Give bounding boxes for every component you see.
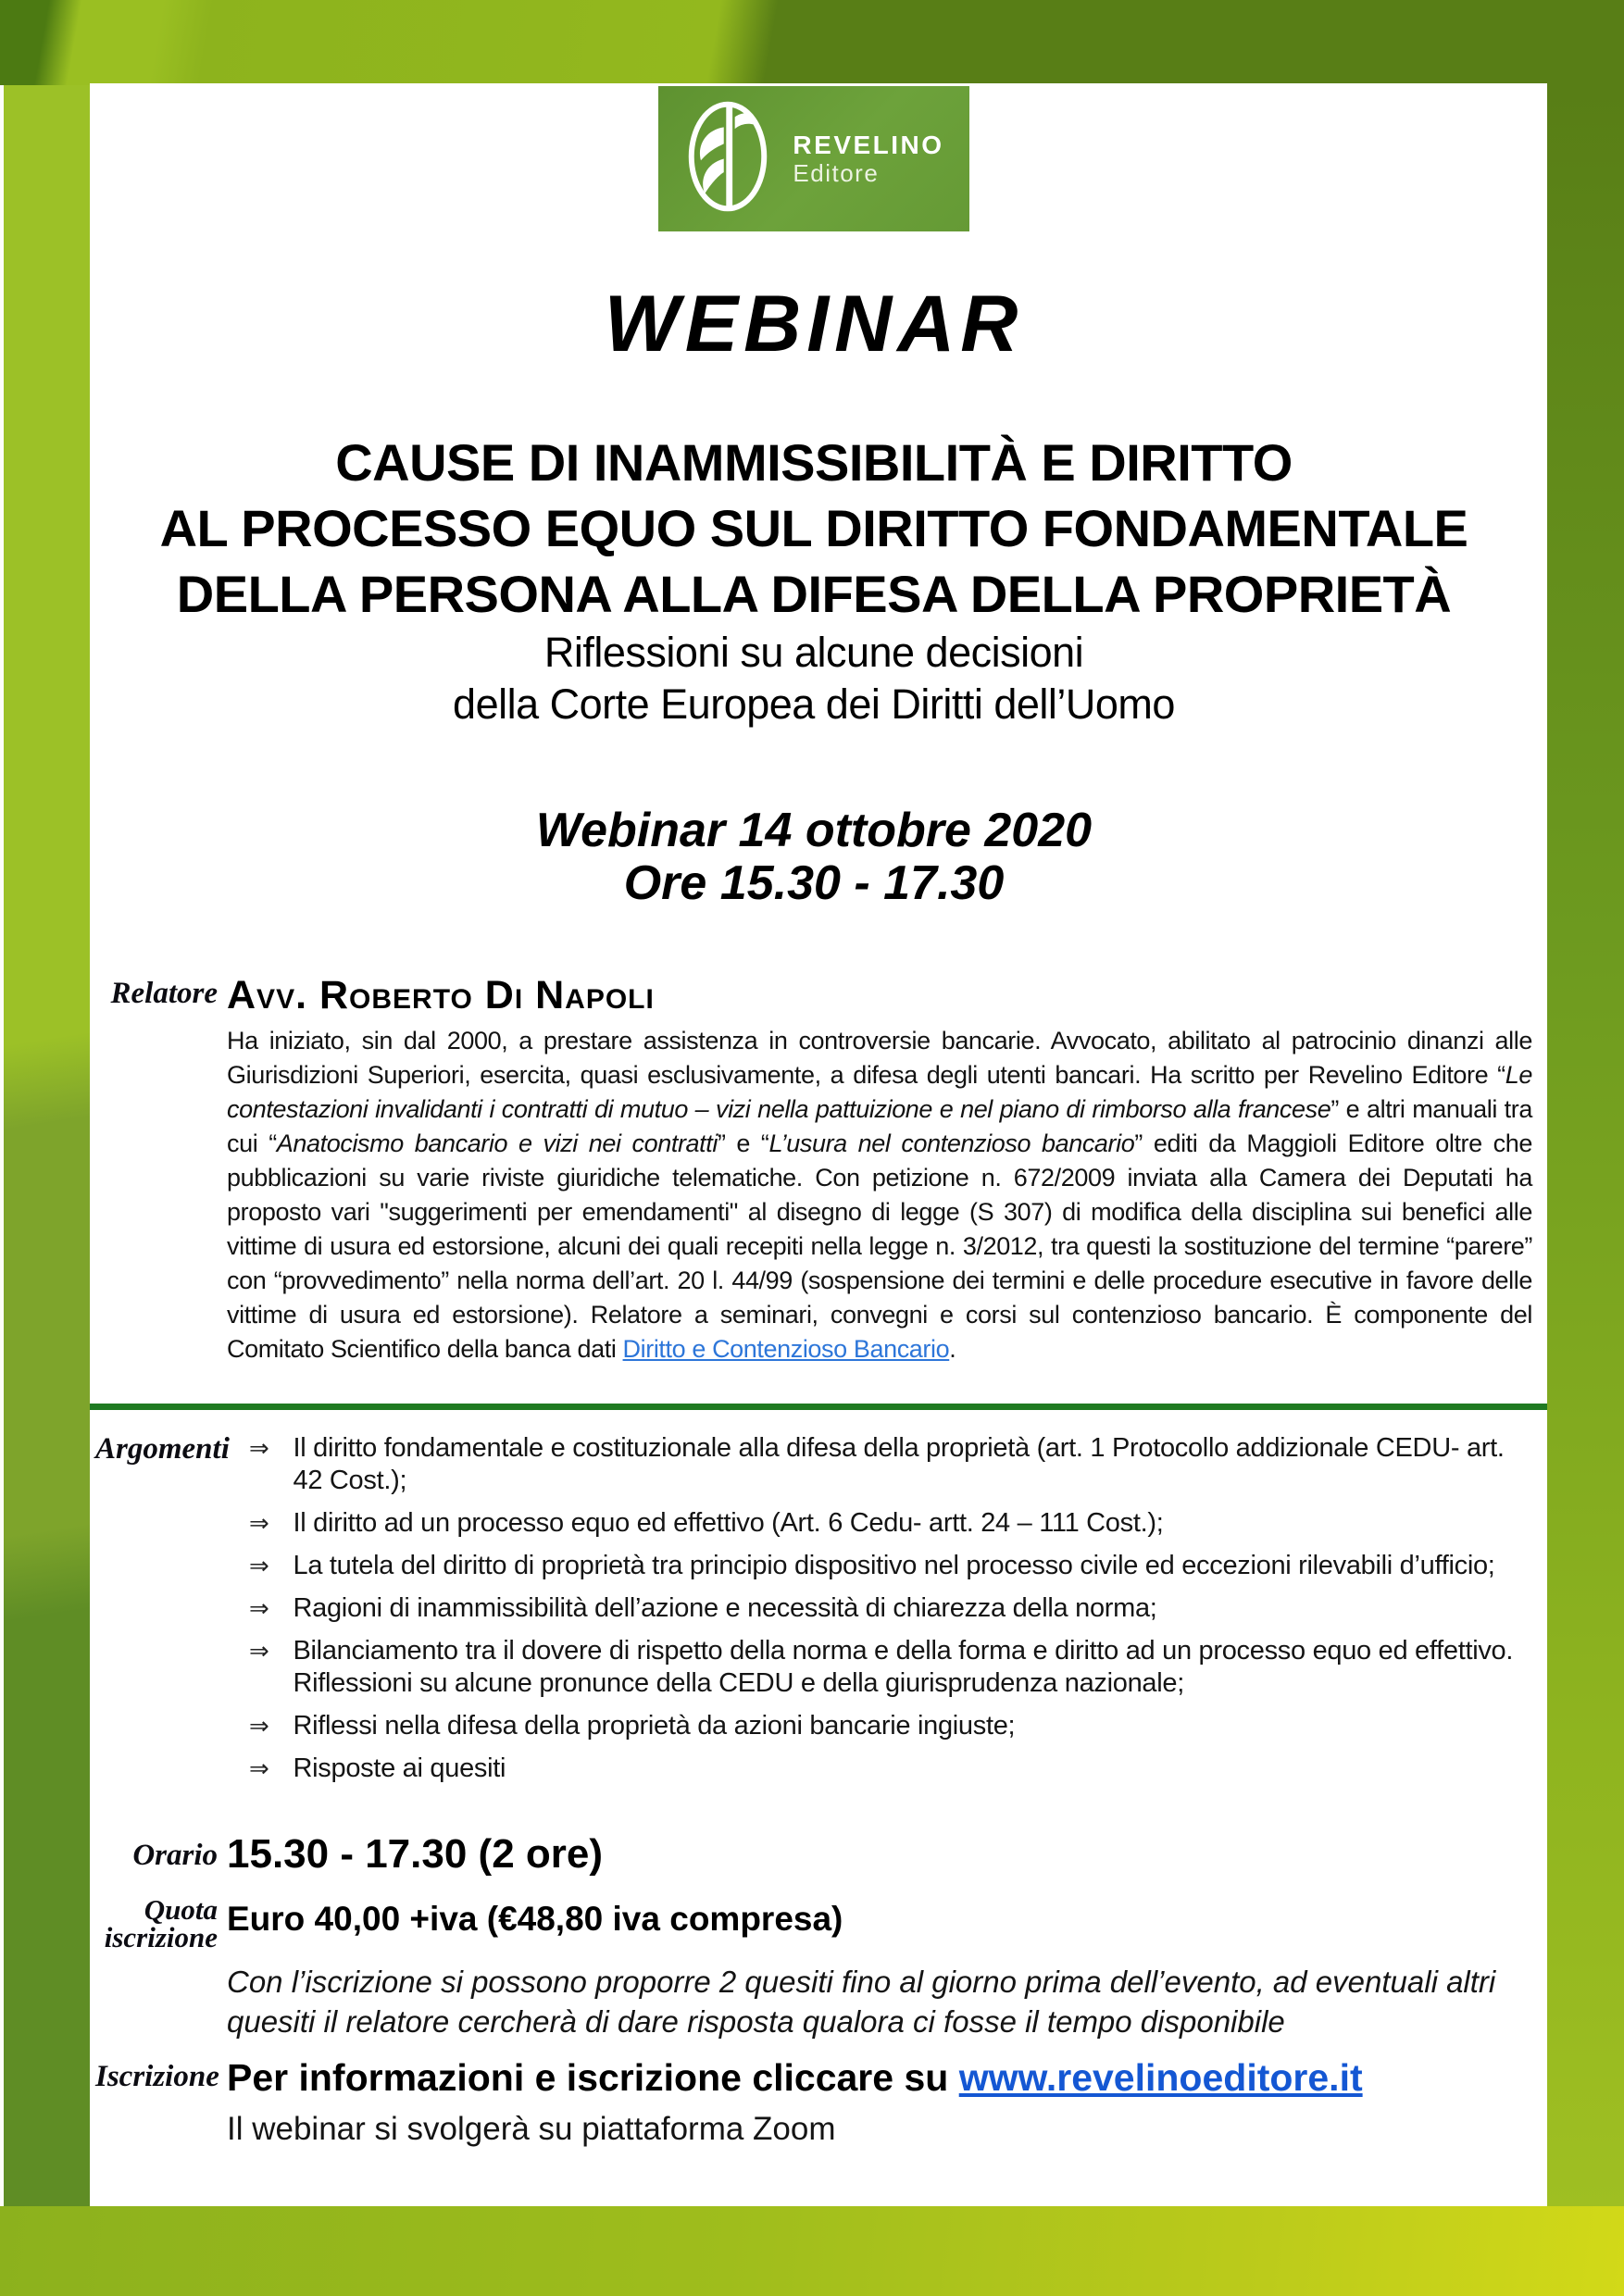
- topic-item: [227, 1753, 1532, 1785]
- topic-item: [227, 1432, 1532, 1497]
- quota-note-row: [95, 1962, 1532, 2041]
- topic-item: [227, 1635, 1532, 1700]
- topic-text: Riflessi nella difesa della proprietà da azioni bancarie ingiuste;: [293, 1711, 1016, 1741]
- platform-note: Il webinar si svolgerà su piattaforma Zoom: [227, 2110, 836, 2147]
- event-title: [95, 430, 1532, 627]
- text-segment: Le contestazioni invalidanti i contratti di mutuo – vizi nella pattuizione e nel piano di rimborso alla francese: [227, 1061, 1532, 1123]
- arrow-bullet-icon: ⇒: [249, 1637, 269, 1665]
- publisher-logo-text: [793, 131, 943, 187]
- publisher-name: REVELINO: [793, 130, 944, 159]
- event-subtitle-line-2: della Corte Europea dei Diritti dell’Uomo: [453, 680, 1175, 728]
- text-segment: .: [949, 1335, 956, 1363]
- event-title-line-2: AL PROCESSO EQUO SUL DIRITTO FONDAMENTALE: [159, 499, 1468, 557]
- topic-text: Il diritto fondamentale e costituzionale alla difesa della proprietà (art. 1 Protocollo addizionale CEDU- art. 42 Cost.);: [293, 1433, 1505, 1495]
- arrow-bullet-icon: ⇒: [249, 1712, 269, 1740]
- speaker-name: Avv. Roberto Di Napoli: [227, 973, 655, 1017]
- arrow-bullet-icon: ⇒: [249, 1754, 269, 1782]
- topic-text: La tutela del diritto di proprietà tra principio dispositivo nel processo civile ed eccezioni rilevabili d’ufficio;: [293, 1551, 1495, 1580]
- arrow-bullet-icon: ⇒: [249, 1509, 269, 1537]
- topic-item: [227, 1710, 1532, 1742]
- event-date-line: Webinar 14 ottobre 2020: [535, 804, 1093, 857]
- speaker-bio: [227, 1024, 1532, 1366]
- topic-item: [227, 1592, 1532, 1625]
- text-segment: Per informazioni e iscrizione cliccare su: [227, 2055, 959, 2099]
- topic-item: [227, 1550, 1532, 1582]
- text-segment: Ha iniziato, sin dal 2000, a prestare assistenza in controversie bancarie. Avvocato, abilitato al patrocinio dinanzi alle Giurisdizioni Superiori, esercita, quasi esclusivamente, a difesa degli utenti bancari. Ha scritto per Revelino Editore “: [227, 1027, 1532, 1089]
- relatore-content: [227, 973, 1532, 1366]
- topic-text: Risposte ai quesiti: [293, 1753, 506, 1783]
- topic-text: Il diritto ad un processo equo ed effettivo (Art. 6 Cedu- artt. 24 – 111 Cost.);: [293, 1508, 1164, 1538]
- orario-section: [95, 1831, 1532, 1878]
- relatore-section: [95, 973, 1532, 1366]
- arrow-bullet-icon: ⇒: [249, 1552, 269, 1579]
- event-subtitle-line-1: Riflessioni su alcune decisioni: [543, 629, 1084, 676]
- quota-value: Euro 40,00 +iva (€48,80 iva compresa): [227, 1900, 843, 1938]
- section-divider: [90, 1404, 1547, 1410]
- frame-right-band: [1547, 85, 1624, 2206]
- text-segment: ” e altri manuali tra cui “: [227, 1095, 1532, 1157]
- quota-section: [95, 1893, 1532, 1954]
- argomenti-label: Argomenti: [95, 1432, 230, 1466]
- publisher-subname: Editore: [793, 159, 880, 188]
- orario-value: 15.30 - 17.30 (2 ore): [227, 1831, 604, 1877]
- text-segment: ” e “: [717, 1129, 769, 1157]
- frame-bottom-band: [0, 2206, 1624, 2296]
- revelino-logo-icon: [683, 97, 772, 220]
- quota-label-line-2: iscrizione: [104, 1921, 218, 1954]
- text-segment: L’usura nel contenzioso bancario: [768, 1129, 1135, 1157]
- quota-label-line-1: Quota: [144, 1893, 218, 1926]
- document-page: [90, 83, 1547, 2206]
- topic-item: [227, 1507, 1532, 1540]
- quota-note: Con l’iscrizione si possono proporre 2 quesiti fino al giorno prima dell’evento, ad eventuali altri quesiti il relatore cercherà di dare risposta qualora ci fosse il tempo disponibile: [227, 1964, 1496, 2039]
- event-datetime: [95, 805, 1532, 910]
- event-subtitle: [95, 627, 1532, 730]
- iscrizione-label: Iscrizione: [95, 2059, 219, 2093]
- orario-label: Orario: [132, 1839, 218, 1872]
- webinar-heading: WEBINAR: [604, 280, 1024, 368]
- bio-database-link[interactable]: Diritto e Contenzioso Bancario: [622, 1335, 950, 1363]
- quota-label: [95, 1893, 218, 1954]
- publisher-logo: [658, 86, 969, 231]
- text-segment: ” editi da Maggioli Editore oltre che pubblicazioni su varie riviste giuridiche telematiche. Con petizione n. 672/2009 inviata alla Camera dei Deputati ha proposto vari "suggerimenti per emendamenti" al disegno di legge (S 307) di modifica della disciplina sui benefici alle vittime di usura ed estorsione, alcuni dei quali recepiti nella legge n. 3/2012, tra questi la sostituzione del termine “parere” con “provvedimento” nella norma dell’art. 20 l. 44/99 (sospensione dei termini e delle procedure esecutive in favore delle vittime di usura ed estorsione). Relatore a seminari, convegni e corsi sul contenzioso bancario. È componente del Comitato Scientifico della banca dati: [227, 1129, 1532, 1363]
- iscrizione-content: [227, 2056, 1532, 2148]
- iscrizione-line: [227, 2056, 1532, 2100]
- topics-list: [227, 1432, 1532, 1785]
- frame-left-edge-sliver: [0, 85, 4, 2206]
- topic-text: Bilanciamento tra il dovere di rispetto della norma e della forma e diritto ad un processo equo ed effettivo. Riflessioni su alcune pronunce della CEDU e della giurisprudenza nazionale;: [293, 1636, 1514, 1698]
- arrow-bullet-icon: ⇒: [249, 1594, 269, 1622]
- event-time-line: Ore 15.30 - 17.30: [623, 856, 1005, 910]
- frame-top-band: [0, 0, 1624, 85]
- argomenti-section: [95, 1432, 1532, 1785]
- frame-left-band: [0, 85, 90, 2206]
- arrow-bullet-icon: ⇒: [249, 1434, 269, 1462]
- event-title-line-3: DELLA PERSONA ALLA DIFESA DELLA PROPRIETÀ: [176, 565, 1452, 623]
- quota-note-spacer: [95, 1962, 218, 2041]
- relatore-label: Relatore: [110, 977, 218, 1010]
- event-title-line-1: CAUSE DI INAMMISSIBILITÀ E DIRITTO: [335, 433, 1293, 492]
- topic-text: Ragioni di inammissibilità dell’azione e necessità di chiarezza della norma;: [293, 1593, 1157, 1623]
- text-segment: Anatocismo bancario e vizi nei contratti: [276, 1129, 718, 1157]
- website-link[interactable]: www.revelinoeditore.it: [958, 2055, 1363, 2099]
- iscrizione-section: [95, 2056, 1532, 2148]
